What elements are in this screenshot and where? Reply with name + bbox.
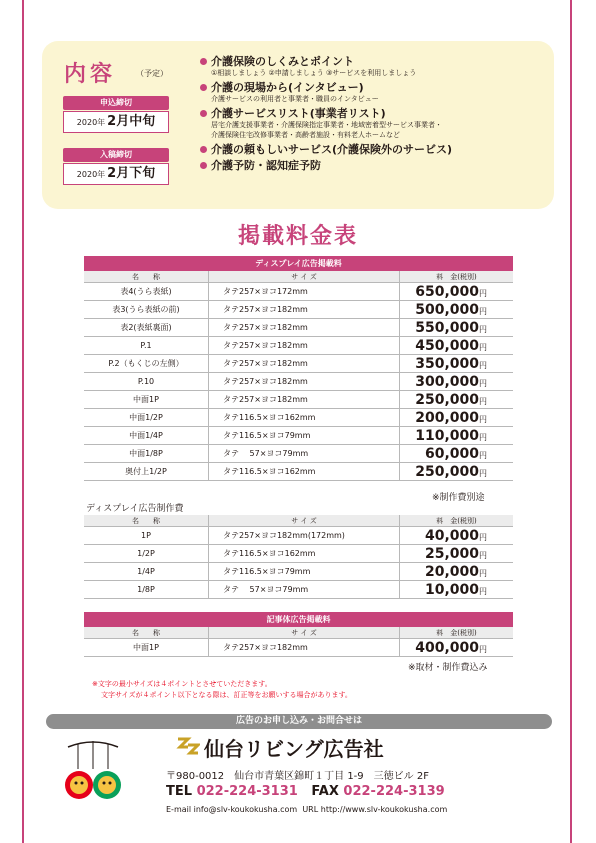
- row-size: タテ257×ヨコ182mm: [209, 337, 400, 355]
- row-price: 10,000: [424, 581, 479, 598]
- company-name: 仙台リビング広告社: [204, 737, 384, 761]
- rate-table-title: 掲載料金表: [237, 224, 358, 249]
- article-ad-table: [84, 612, 513, 657]
- row-price: 110,000: [415, 427, 479, 444]
- table-row: [84, 463, 513, 481]
- table-row: [84, 391, 513, 409]
- row-name: 1/4P: [84, 563, 209, 581]
- table-header: 名 称 サ イ ズ 料 金(税別): [84, 627, 513, 639]
- font-size-warning-2: 文字サイズが４ポイント以下となる際は、訂正等をお願いする場合があります。: [101, 691, 352, 699]
- row-price-cell: [400, 563, 514, 581]
- row-price-unit: 円: [479, 360, 487, 370]
- row-size: タテ116.5×ヨコ162mm: [209, 545, 400, 563]
- row-price-unit: 円: [479, 568, 487, 578]
- row-price-cell: [400, 373, 514, 391]
- row-price-unit: 円: [479, 468, 487, 478]
- row-size: タテ257×ヨコ172mm: [209, 283, 400, 301]
- row-price: 350,000: [415, 355, 479, 372]
- row-size: タテ116.5×ヨコ79mm: [209, 563, 400, 581]
- mascot-illustration: [58, 735, 128, 805]
- row-price-unit: 円: [479, 378, 487, 388]
- row-name: 表4(うら表紙): [84, 283, 209, 301]
- website-link[interactable]: http://www.slv-koukokusha.com: [320, 805, 448, 814]
- table-row: [84, 409, 513, 427]
- row-price: 60,000: [424, 445, 479, 462]
- table-row: [84, 373, 513, 391]
- contents-title: 内容: [64, 62, 117, 87]
- phone-number: 022-224-3131: [196, 784, 298, 799]
- list-item: 介護の頼もしいサービス(介護保険外のサービス): [200, 143, 545, 156]
- row-price-cell: [400, 427, 514, 445]
- row-price: 200,000: [415, 409, 479, 426]
- article-fee-note: ※取材・制作費込み: [408, 663, 488, 673]
- table-title: ディスプレイ広告掲載料: [84, 256, 513, 271]
- row-name: P.2（もくじの左側）: [84, 355, 209, 373]
- phone-fax: TEL 022-224-3131 FAX 022-224-3139: [166, 784, 445, 799]
- row-price-unit: 円: [479, 432, 487, 442]
- table-row: [84, 445, 513, 463]
- row-price-cell: [400, 639, 514, 657]
- row-name: 中面1/2P: [84, 409, 209, 427]
- row-size: タテ116.5×ヨコ79mm: [209, 427, 400, 445]
- font-size-warning: ※文字の最小サイズは４ポイントとさせていただきます。: [92, 680, 272, 688]
- row-price-cell: [400, 545, 514, 563]
- row-price-cell: [400, 409, 514, 427]
- row-name: 1/8P: [84, 581, 209, 599]
- bullet-icon: [200, 146, 207, 153]
- row-price-unit: 円: [479, 288, 487, 298]
- row-price-cell: [400, 581, 514, 599]
- row-price-unit: 円: [479, 532, 487, 542]
- row-price: 250,000: [415, 391, 479, 408]
- row-price-cell: [400, 391, 514, 409]
- company-logo-icon: [176, 735, 200, 757]
- table-title: 記事体広告掲載料: [84, 612, 513, 627]
- email-link[interactable]: info@slv-koukokusha.com: [193, 805, 298, 814]
- table-row: [84, 527, 513, 545]
- display-ad-table: [84, 256, 513, 481]
- row-name: 表2(表紙裏面): [84, 319, 209, 337]
- row-price-unit: 円: [479, 450, 487, 460]
- row-size: タテ116.5×ヨコ162mm: [209, 409, 400, 427]
- row-size: タテ 57×ヨコ79mm: [209, 581, 400, 599]
- row-size: タテ257×ヨコ182mm: [209, 301, 400, 319]
- list-item: 介護サービスリスト(事業者リスト) 居宅介護支援事業者・介護保険指定事業者・地域密着型サービス事業者・ 介護保険住宅改修事業者・高齢者施設・有料老人ホームなど: [200, 107, 545, 140]
- row-price-cell: [400, 337, 514, 355]
- production-table-title: ディスプレイ広告制作費: [86, 504, 184, 514]
- row-name: 奥付上1/2P: [84, 463, 209, 481]
- row-size: タテ257×ヨコ182mm: [209, 355, 400, 373]
- application-deadline-label: 申込締切: [63, 96, 169, 110]
- row-size: タテ116.5×ヨコ162mm: [209, 463, 400, 481]
- row-price-cell: [400, 283, 514, 301]
- row-size: タテ257×ヨコ182mm: [209, 639, 400, 657]
- row-price: 450,000: [415, 337, 479, 354]
- table-row: [84, 563, 513, 581]
- row-price-unit: 円: [479, 550, 487, 560]
- row-price-cell: [400, 355, 514, 373]
- list-item: 介護保険のしくみとポイント ①相談しましょう ②申請しましょう ③サービスを利用しましょう: [200, 55, 545, 78]
- row-size: タテ257×ヨコ182mm: [209, 319, 400, 337]
- row-name: 1P: [84, 527, 209, 545]
- row-price-unit: 円: [479, 396, 487, 406]
- table-row: [84, 319, 513, 337]
- table-row: [84, 337, 513, 355]
- row-price: 500,000: [415, 301, 479, 318]
- contents-box: [42, 41, 554, 209]
- company-address: 〒980-0012 仙台市青葉区錦町１丁目 1-9 三徳ビル 2F: [166, 771, 429, 782]
- row-price-cell: [400, 527, 514, 545]
- row-price-cell: [400, 445, 514, 463]
- bullet-icon: [200, 84, 207, 91]
- row-size: タテ257×ヨコ182mm(172mm): [209, 527, 400, 545]
- bullet-icon: [200, 58, 207, 65]
- row-price: 40,000: [424, 527, 479, 544]
- bullet-icon: [200, 162, 207, 169]
- row-price-cell: [400, 463, 514, 481]
- fax-number: 022-224-3139: [343, 784, 445, 799]
- row-name: P.1: [84, 337, 209, 355]
- row-size: タテ 57×ヨコ79mm: [209, 445, 400, 463]
- contents-subtitle: （予定）: [136, 69, 168, 78]
- row-price: 650,000: [415, 283, 479, 300]
- row-name: 中面1/4P: [84, 427, 209, 445]
- table-row: [84, 639, 513, 657]
- row-price-unit: 円: [479, 586, 487, 596]
- row-price: 400,000: [415, 639, 479, 656]
- table-row: [84, 283, 513, 301]
- contact-web: E-mail info@slv-koukokusha.com URL http://www.slv-koukokusha.com: [166, 805, 448, 814]
- row-price: 550,000: [415, 319, 479, 336]
- row-size: タテ257×ヨコ182mm: [209, 373, 400, 391]
- bullet-icon: [200, 110, 207, 117]
- contents-list: [200, 55, 545, 175]
- row-price-unit: 円: [479, 414, 487, 424]
- submission-deadline-label: 入稿締切: [63, 148, 169, 162]
- row-name: 中面1/8P: [84, 445, 209, 463]
- row-price: 300,000: [415, 373, 479, 390]
- row-price-unit: 円: [479, 342, 487, 352]
- list-item: 介護予防・認知症予防: [200, 159, 545, 172]
- row-price-unit: 円: [479, 644, 487, 654]
- row-price-unit: 円: [479, 324, 487, 334]
- table-header: 名 称 サ イ ズ 料 金(税別): [84, 271, 513, 283]
- contact-bar: 広告のお申し込み・お問合せは: [46, 714, 552, 729]
- row-name: 中面1P: [84, 639, 209, 657]
- production-fee-table: [84, 515, 513, 599]
- row-size: タテ257×ヨコ182mm: [209, 391, 400, 409]
- application-deadline: 2020年 2月中旬: [63, 111, 169, 133]
- row-name: 1/2P: [84, 545, 209, 563]
- row-price: 25,000: [424, 545, 479, 562]
- row-price-cell: [400, 319, 514, 337]
- row-price-cell: [400, 301, 514, 319]
- row-price: 20,000: [424, 563, 479, 580]
- table-header: 名 称 サ イ ズ 料 金(税別): [84, 515, 513, 527]
- row-name: 中面1P: [84, 391, 209, 409]
- table-row: [84, 581, 513, 599]
- table-row: [84, 427, 513, 445]
- production-fee-note: ※制作費別途: [432, 493, 485, 503]
- table-row: [84, 355, 513, 373]
- submission-deadline: 2020年 2月下旬: [63, 163, 169, 185]
- table-row: [84, 301, 513, 319]
- list-item: 介護の現場から(インタビュー) 介護サービスの利用者と事業者・職員のインタビュー: [200, 81, 545, 104]
- row-price: 250,000: [415, 463, 479, 480]
- table-row: [84, 545, 513, 563]
- row-name: P.10: [84, 373, 209, 391]
- row-name: 表3(うら表紙の前): [84, 301, 209, 319]
- row-price-unit: 円: [479, 306, 487, 316]
